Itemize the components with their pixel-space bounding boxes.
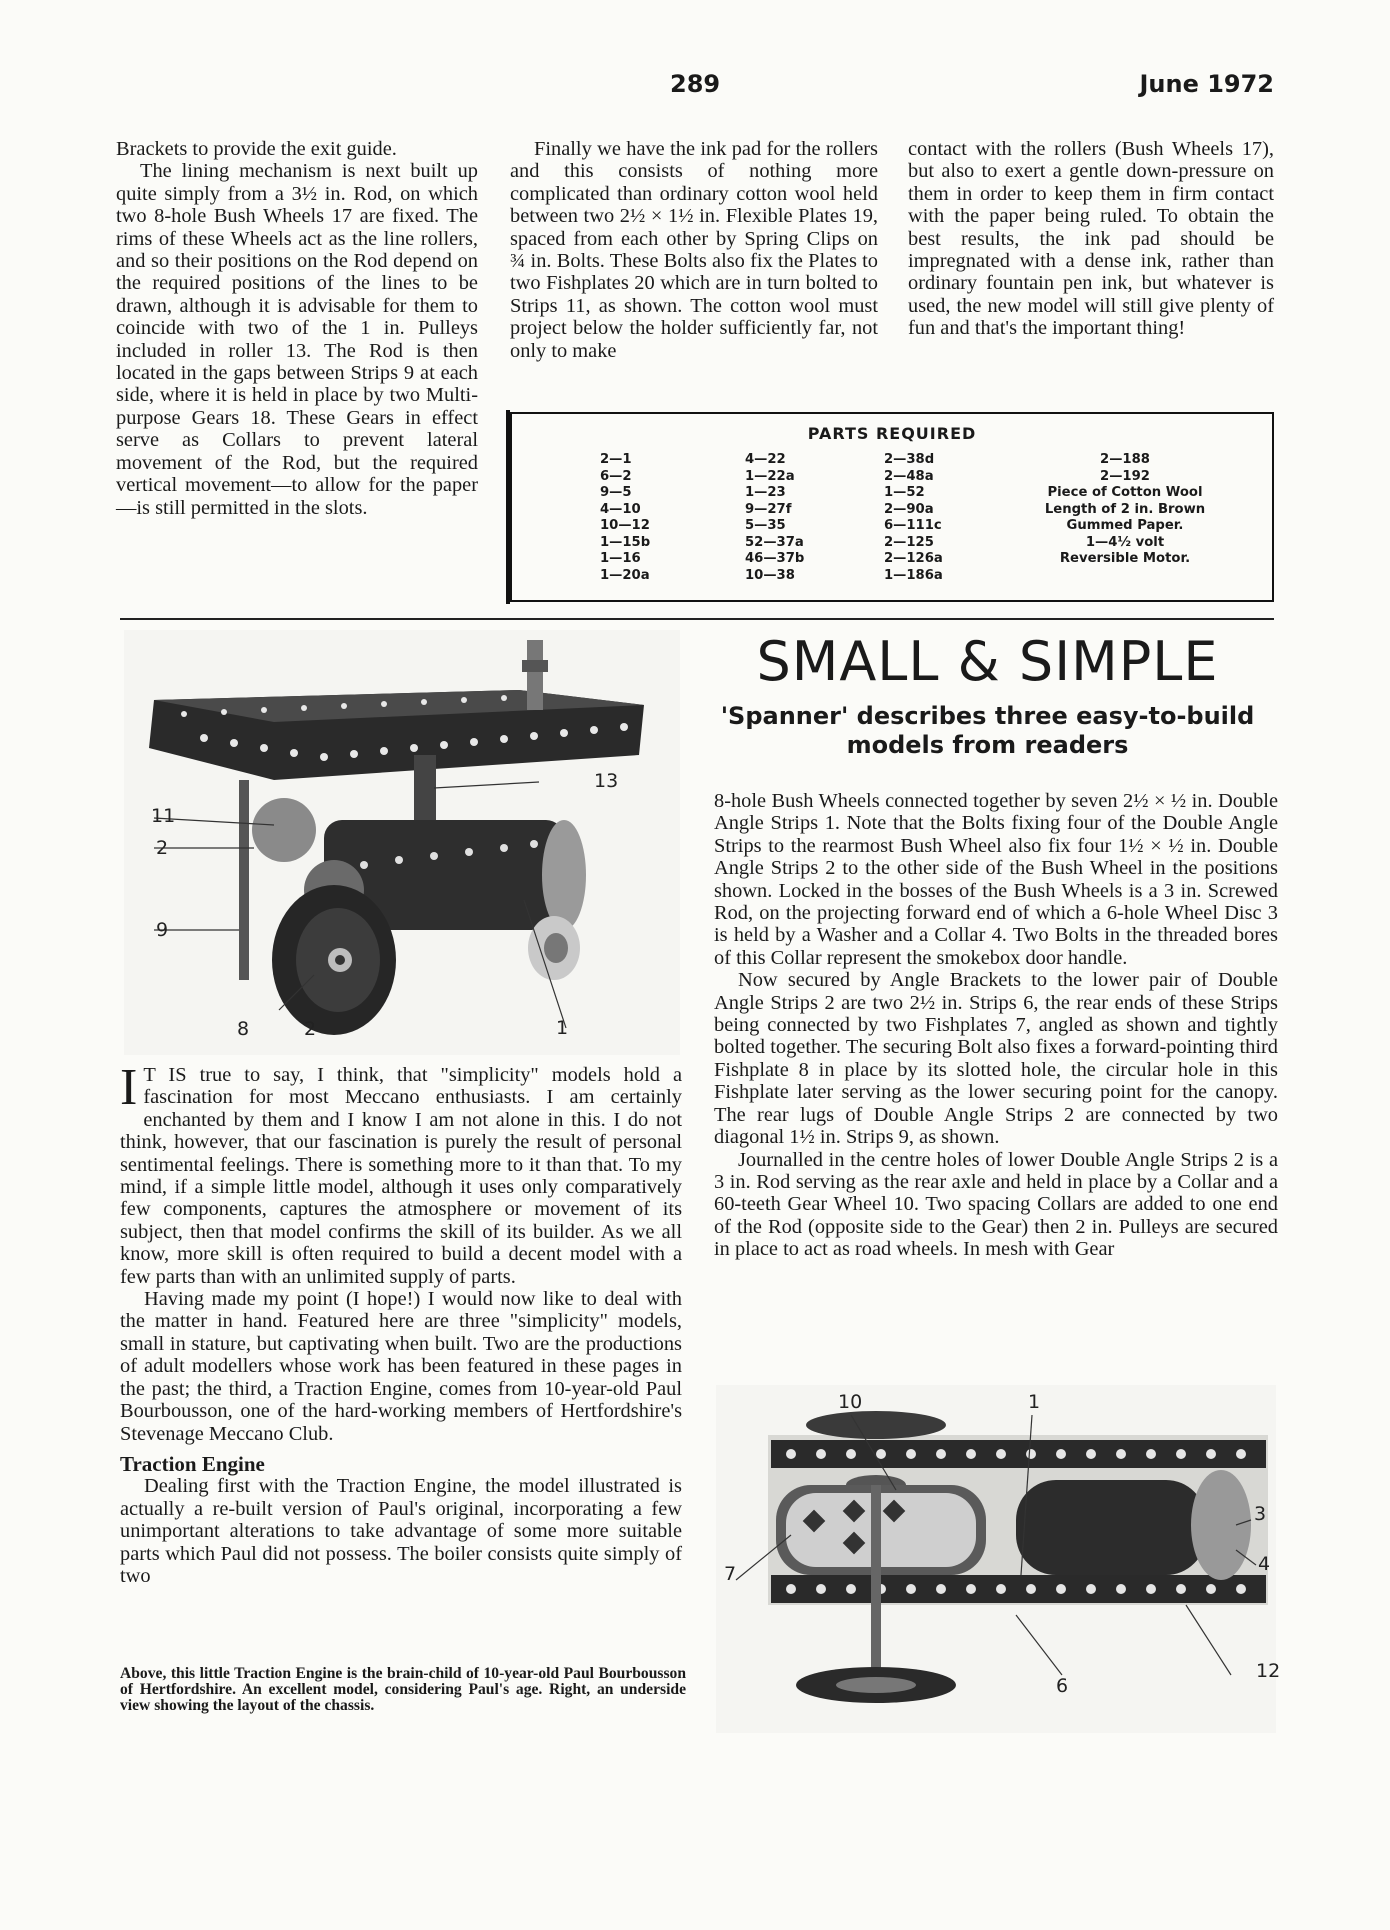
photo2-label: 4 bbox=[1258, 1553, 1271, 1575]
part-item: 2—90a bbox=[884, 501, 934, 517]
parts-col-2 bbox=[745, 452, 804, 584]
photo2-label: 7 bbox=[724, 1563, 737, 1585]
part-item: 5—35 bbox=[745, 518, 786, 533]
photo2-label: 12 bbox=[1256, 1660, 1281, 1682]
part-item: 2—125 bbox=[884, 534, 934, 550]
photo2-label: 3 bbox=[1254, 1503, 1267, 1525]
part-item: 6—111c bbox=[884, 518, 942, 533]
part-item: 6—2 bbox=[600, 468, 632, 484]
part-item: Piece of Cotton Wool bbox=[1047, 485, 1203, 500]
parts-col-3 bbox=[884, 452, 943, 584]
part-item: 2—38d bbox=[884, 452, 935, 467]
part-item: 52—37a bbox=[745, 534, 804, 550]
column-3 bbox=[908, 138, 1274, 340]
photo1-label: 2 bbox=[156, 837, 169, 859]
photo1-label: 9 bbox=[156, 919, 169, 941]
section-divider bbox=[120, 618, 1274, 620]
part-item: 1—4½ volt bbox=[1085, 534, 1165, 550]
part-item: Reversible Motor. bbox=[1059, 551, 1191, 566]
col1-para-2: The lining mechanism is next built up quite simply from a 3½ in. Rod, on which two 8-hole Bush Wheels 17 are fixed. The rims of these Wheels act as the line rollers, and so their positions on the Rod depend on the required positions of the lines to be drawn, although it is advisable for them to coincide with two of the 1 in. Pulleys included in roller 13. The Rod is then located in the gaps between Strips 9 at each side, where it is held in place by two Multi-purpose Gears 18. These Gears in effect serve as Collars to prevent lateral movement of the Rod, but the required vertical movement—to allow for the paper—is still permitted in the slots. bbox=[116, 160, 478, 519]
issue-date: June 1972 bbox=[1139, 70, 1274, 98]
photo1-label: 11 bbox=[151, 805, 176, 827]
traction-engine-photo bbox=[124, 630, 680, 1055]
part-item: 1—16 bbox=[600, 551, 641, 566]
part-item: 4—10 bbox=[600, 501, 641, 517]
intro-paragraph bbox=[120, 1059, 682, 1288]
chassis-underside-photo bbox=[716, 1385, 1281, 1733]
article-right-column bbox=[714, 790, 1278, 1261]
part-item: 9—5 bbox=[600, 485, 632, 500]
para-3: Dealing first with the Traction Engine, the model illustrated is actually a re-built version of Paul's original, incorporating a few unimportant alterations to take advantage of some more suitable parts which Paul did not possess. The boiler consists quite simply of two bbox=[120, 1475, 682, 1587]
photo1-label: 2 bbox=[304, 1018, 317, 1040]
para-2: Having made my point (I hope!) I would now like to deal with the matter in hand. Featured here are three "simplicity" models, small in stature, but captivating when built. Two are the productions of adult modellers whose work has been featured in these pages in the past; the third, a Traction Engine, comes from 10-year-old Paul Bourbousson, one of the hard-working members of Hertfordshire's Stevenage Meccano Club. bbox=[120, 1288, 682, 1445]
right-para-3: Journalled in the centre holes of lower Double Angle Strips 2 is a 3 in. Rod serving as the rear axle and held in place by a Collar and a 60-teeth Gear Wheel 10. Two spacing Collars are added to one end of the Rod (opposite side to the Gear) then 2 in. Pulleys are secured in place to act as road wheels. In mesh with Gear bbox=[714, 1148, 1278, 1261]
photo1-label: 13 bbox=[594, 770, 619, 792]
part-item: 1—23 bbox=[745, 485, 786, 500]
photo1-label: 8 bbox=[237, 1018, 250, 1040]
part-item: 1—186a bbox=[884, 567, 943, 583]
drop-cap: I bbox=[120, 1059, 138, 1116]
intro-text: T IS true to say, I think, that "simplicity" models hold a fascination for most Meccano enthusiasts. I am certainly enchanted by them and I know I am not alone in this. I do not think, however, that our fascination is purely the result of personal sentimental feelings. There is something more to it than that. To my mind, if a simple little model, although it uses only comparatively few components, captures the atmosphere or movement of its subject, then that model confirms the skill of its builder. As we all know, more skill is often required to build a decent model with a few parts than with an unlimited supply of parts. bbox=[120, 1064, 682, 1288]
part-item: 46—37b bbox=[745, 551, 805, 566]
parts-col-4 bbox=[1026, 452, 1224, 568]
column-2 bbox=[510, 138, 878, 362]
parts-col-1 bbox=[600, 452, 650, 584]
right-para-2: Now secured by Angle Brackets to the lower pair of Double Angle Strips 2 are two 2½ in. Strips 6, the rear ends of these Strips being connected by two Fishplates 7, angled as shown and tightly bolted together. The securing Bolt also fixes a forward-pointing third Fishplate 8 in place by its slotted hole, the circular hole in this Fishplate later serving as the lower securing point for the canopy. The rear lugs of Double Angle Strips 2 are connected by two diagonal 1½ in. Strips 9, as shown. bbox=[714, 969, 1278, 1149]
part-item: 2—192 bbox=[1100, 468, 1150, 484]
page-number: 289 bbox=[670, 70, 721, 98]
col3-para: contact with the rollers (Bush Wheels 17), but also to exert a gentle down-pressure on them in order to keep them in firm contact with the paper being ruled. To obtain the best results, the ink pad should be impregnated with a dense ink, rather than ordinary fountain pen ink, but whatever is used, the new model will still give plenty of fun and that's the important thing! bbox=[908, 138, 1274, 340]
part-item: 2—126a bbox=[884, 551, 943, 566]
column-1 bbox=[116, 138, 478, 519]
part-item: 1—52 bbox=[884, 485, 925, 500]
col2-para: Finally we have the ink pad for the rollers and this consists of nothing more complicated than ordinary cotton wool held between two 2½ × 1½ in. Flexible Plates 19, spaced from each other by Spring Clips on ¾ in. Bolts. These Bolts also fix the Plates to two Fishplates 20 which are in turn bolted to Strips 11, as shown. The cotton wool must project below the holder sufficiently far, not only to make bbox=[510, 138, 878, 362]
photo1-label: 1 bbox=[556, 1017, 569, 1039]
col1-para-1: Brackets to provide the exit guide. bbox=[116, 138, 397, 160]
photo2-label: 10 bbox=[838, 1391, 863, 1413]
part-item: 2—48a bbox=[884, 468, 934, 484]
article-subhead: 'Spanner' describes three easy-to-build models from readers bbox=[720, 702, 1255, 759]
part-item: 10—12 bbox=[600, 518, 650, 533]
part-item: 1—15b bbox=[600, 534, 651, 550]
part-item: Gummed Paper. bbox=[1066, 518, 1184, 533]
part-item: Length of 2 in. Brown bbox=[1044, 501, 1206, 517]
part-item: 2—188 bbox=[1100, 452, 1150, 467]
parts-title: PARTS REQUIRED bbox=[807, 424, 977, 443]
part-item: 9—27f bbox=[745, 501, 792, 517]
parts-required-box bbox=[510, 412, 1274, 602]
part-item: 10—38 bbox=[745, 567, 795, 583]
part-item: 1—20a bbox=[600, 567, 650, 583]
part-item: 1—22a bbox=[745, 468, 795, 484]
part-item: 2—1 bbox=[600, 452, 632, 467]
section-heading: Traction Engine bbox=[120, 1451, 265, 1476]
article-left-column bbox=[120, 1059, 682, 1587]
part-item: 4—22 bbox=[745, 452, 786, 467]
photo-caption: Above, this little Traction Engine is the brain-child of 10-year-old Paul Bourbousson of Hertfordshire. An excellent model, considering Paul's age. Right, an underside view showing the layout of the chassis. bbox=[120, 1665, 686, 1714]
article-headline: SMALL & SIMPLE bbox=[756, 630, 1219, 693]
photo2-label: 6 bbox=[1056, 1675, 1069, 1697]
right-para-1: 8-hole Bush Wheels connected together by seven 2½ × ½ in. Double Angle Strips 1. Note that the Bolts fixing four of the Double Angle Strips to the rearmost Bush Wheel also fix four 1½ × ½ in. Double Angle Strips 2 to the other side of the Bush Wheel in the positions shown. Locked in the bosses of the Bush Wheels is a 3 in. Screwed Rod, on the projecting forward end of which a 6-hole Wheel Disc 3 is held by a Washer and a Collar 4. Two Bolts in the threaded bores of this Collar represent the smokebox door handle. bbox=[714, 790, 1278, 969]
photo2-label: 1 bbox=[1028, 1391, 1041, 1413]
